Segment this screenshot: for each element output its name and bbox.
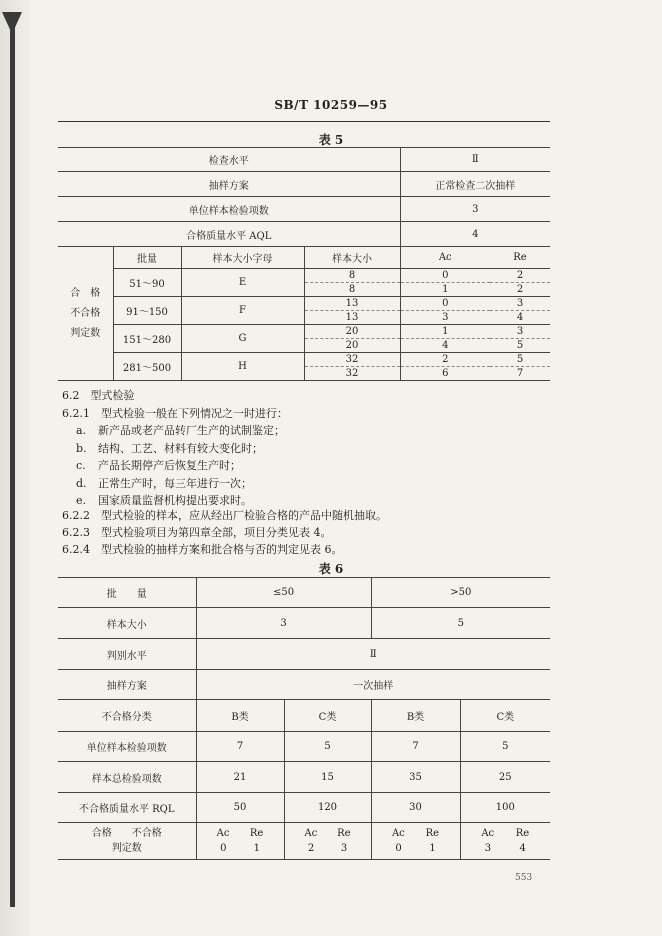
column-header-sample-size: 样本大小: [304, 247, 400, 269]
class-value: C类: [284, 700, 371, 732]
ac-value: 1: [400, 325, 490, 339]
ac-value: 0: [220, 843, 227, 854]
rql-value: 120: [284, 793, 371, 823]
group-label-line: 不合格: [70, 307, 101, 319]
re-value: 1: [253, 843, 260, 854]
re-value: 4: [490, 311, 550, 325]
plan-value: 一次抽样: [196, 670, 550, 700]
sample-size: 8: [304, 269, 400, 283]
table-row: [58, 762, 550, 793]
table5-row-value: 3: [400, 197, 550, 222]
ac-header: Ac: [216, 828, 230, 839]
re-value: 1: [429, 843, 436, 854]
unit-value: 7: [371, 732, 460, 762]
column-header-ac: Ac: [400, 247, 490, 269]
ac-value: 3: [400, 311, 490, 325]
sample-size: 13: [304, 311, 400, 325]
list-text: 国家质量监督机构提出要求时。: [98, 494, 252, 507]
re-value: 4: [519, 843, 526, 854]
sample-size: 8: [304, 283, 400, 297]
list-item: [76, 475, 285, 493]
ac-value: 1: [400, 283, 490, 297]
class-value: B类: [371, 700, 460, 732]
batch-range: 281～500: [113, 353, 181, 381]
sample-letter: H: [181, 353, 304, 381]
re-value: 2: [490, 283, 550, 297]
group-label-line: 合 格: [70, 287, 101, 299]
page-number: 553: [515, 873, 533, 883]
rql-value: 30: [371, 793, 460, 823]
unit-value: 5: [284, 732, 371, 762]
decision-cell: [371, 823, 460, 860]
list-marker: b.: [76, 441, 87, 455]
table-row: [58, 297, 550, 311]
total-value: 15: [284, 762, 371, 793]
plan-label: 抽样方案: [58, 670, 196, 700]
table5-row-label: 检查水平: [58, 148, 400, 172]
batch-label: 批 量: [58, 578, 196, 608]
level-value: Ⅱ: [196, 639, 550, 670]
table-row: [58, 639, 550, 670]
rql-label: 不合格质量水平 RQL: [58, 793, 196, 823]
sample-size: 32: [304, 353, 400, 367]
table5-row: [58, 197, 550, 222]
column-header-batch: 批量: [113, 247, 181, 269]
table5-row-label: 抽样方案: [58, 172, 400, 197]
ac-value: 4: [400, 339, 490, 353]
re-header: Re: [337, 828, 351, 839]
re-value: 7: [490, 367, 550, 381]
ac-value: 0: [400, 297, 490, 311]
list-text: 产品长期停产后恢复生产时；: [98, 459, 241, 472]
re-header: Re: [249, 828, 264, 839]
sample-size: 13: [304, 297, 400, 311]
class-value: B类: [196, 700, 284, 732]
list-text: 结构、工艺、材料有较大变化时；: [98, 441, 263, 455]
sample-letter: G: [181, 325, 304, 353]
table5-row: [58, 148, 550, 172]
decision-cell: [460, 823, 550, 860]
paragraph-6-2-4: 6.2.4 型式检验的抽样方案和批合格与否的判定见表 6。: [62, 543, 343, 556]
section-title: 6.2 型式检验: [62, 389, 135, 402]
table-row: [58, 578, 550, 608]
list-text: 新产品或老产品转厂生产的试制鉴定；: [98, 424, 285, 437]
sample-size: 32: [304, 367, 400, 381]
list-item: [76, 457, 285, 475]
batch-range: 151～280: [113, 325, 181, 353]
re-value: 3: [340, 843, 348, 854]
table-row: [58, 353, 550, 367]
list-marker: d.: [76, 476, 87, 490]
table5-group-label: [58, 247, 113, 381]
rql-value: 50: [196, 793, 284, 823]
batch-range: 91～150: [113, 297, 181, 325]
condition-list: [76, 422, 285, 510]
sample-size-small: 3: [196, 608, 371, 639]
unit-value: 5: [460, 732, 550, 762]
rql-value: 100: [460, 793, 550, 823]
table-row: [58, 823, 550, 860]
table-row: [58, 793, 550, 823]
table-row: [58, 670, 550, 700]
batch-large: >50: [371, 578, 550, 608]
class-label: 不合格分类: [58, 700, 196, 732]
re-value: 5: [490, 339, 550, 353]
total-label: 样本总检验项数: [58, 762, 196, 793]
group-label-line: 判定数: [70, 327, 101, 339]
table5-row-label: 合格质量水平 AQL: [58, 222, 400, 247]
sample-size: 20: [304, 339, 400, 353]
sample-size-large: 5: [371, 608, 550, 639]
ac-header: Ac: [304, 828, 318, 839]
table5-row-value: 正常检查二次抽样: [400, 172, 550, 197]
ac-value: 6: [400, 367, 490, 381]
list-marker: c.: [76, 459, 86, 472]
paragraph-6-2-1: 6.2.1 型式检验一般在下列情况之一时进行：: [62, 407, 288, 420]
sample-size-label: 样本大小: [58, 608, 196, 639]
sample-letter: E: [181, 269, 304, 297]
total-value: 35: [371, 762, 460, 793]
sample-size: 20: [304, 325, 400, 339]
list-item: [76, 422, 285, 440]
re-header: Re: [515, 828, 530, 839]
decision-cell: [284, 823, 371, 860]
table6-caption: 表 6: [318, 562, 344, 576]
table-row: [58, 608, 550, 639]
column-header-re: Re: [490, 247, 550, 269]
unit-value: 7: [196, 732, 284, 762]
total-value: 21: [196, 762, 284, 793]
list-marker: a.: [76, 424, 87, 437]
total-value: 25: [460, 762, 550, 793]
table-row: [58, 269, 550, 283]
table-row: [58, 700, 550, 732]
binding-rod-head: [2, 12, 22, 34]
header-rule: [58, 121, 550, 122]
table5-row: [58, 172, 550, 197]
decision-label: [58, 823, 196, 860]
ac-value: 0: [400, 269, 490, 283]
document-header: SB/T 10259—95: [274, 98, 388, 112]
table5-row-label: 单位样本检验项数: [58, 197, 400, 222]
table5: [58, 147, 550, 381]
ac-value: 2: [307, 843, 315, 854]
table5-column-header-row: [58, 247, 550, 269]
table5-caption: 表 5: [318, 133, 344, 147]
ac-value: 2: [400, 353, 490, 367]
ac-header: Ac: [391, 828, 405, 839]
re-value: 3: [490, 297, 550, 311]
table-row: [58, 732, 550, 762]
sample-letter: F: [181, 297, 304, 325]
batch-small: ≤50: [196, 578, 371, 608]
list-marker: e.: [76, 494, 87, 507]
batch-range: 51～90: [113, 269, 181, 297]
class-value: C类: [460, 700, 550, 732]
ac-value: 0: [395, 843, 402, 854]
decision-cell: [196, 823, 284, 860]
table5-row: [58, 222, 550, 247]
table5-row-value: 4: [400, 222, 550, 247]
decision-label-bottom: 判定数: [111, 843, 142, 854]
table5-row-value: Ⅱ: [400, 148, 550, 172]
level-label: 判别水平: [58, 639, 196, 670]
unit-label: 单位样本检验项数: [58, 732, 196, 762]
re-value: 3: [490, 325, 550, 339]
re-value: 2: [490, 269, 550, 283]
ac-value: 3: [484, 843, 492, 854]
re-value: 5: [490, 353, 550, 367]
table6: [58, 577, 550, 860]
paragraph-6-2-2: 6.2.2 型式检验的样本，应从经出厂检验合格的产品中随机抽取。: [62, 509, 387, 522]
list-text: 正常生产时，每三年进行一次；: [98, 476, 252, 490]
re-header: Re: [425, 828, 440, 839]
list-item: [76, 440, 285, 458]
table-row: [58, 325, 550, 339]
decision-label-top: 合格 不合格: [91, 828, 162, 839]
column-header-letter: 样本大小字母: [181, 247, 304, 269]
ac-header: Ac: [481, 828, 495, 839]
paragraph-6-2-3: 6.2.3 型式检验项目为第四章全部，项目分类见表 4。: [62, 526, 332, 539]
